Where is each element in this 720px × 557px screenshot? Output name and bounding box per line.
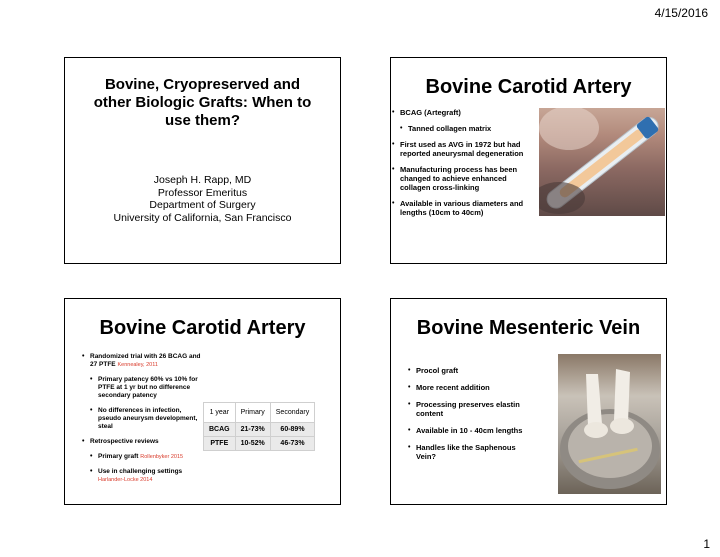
table-header-cell: 1 year xyxy=(204,403,236,423)
sub-bullet-item xyxy=(98,468,205,484)
bullet-item: • First used as AVG in 1972 but had reported aneurysmal degeneration xyxy=(400,140,530,158)
header-date: 4/15/2016 xyxy=(654,6,708,20)
author-institution: University of California, San Francisco xyxy=(113,211,292,224)
slide-1[interactable] xyxy=(64,57,341,264)
bullet-item: • Handles like the Saphenous Vein? xyxy=(416,443,526,461)
slide-4[interactable] xyxy=(390,298,667,505)
author-name: Joseph H. Rapp, MD xyxy=(153,174,252,186)
bullet-item: • More recent addition xyxy=(416,383,526,392)
table-row xyxy=(204,423,315,437)
bullet-item xyxy=(90,438,205,446)
slide-1-author-block xyxy=(70,174,335,224)
bullet-text: Retrospective reviews xyxy=(90,438,159,445)
slide-3-bullet-list xyxy=(90,353,205,491)
slide-3[interactable] xyxy=(64,298,341,505)
basin-illustration xyxy=(558,354,661,494)
citation: Harlander-Locke 2014 xyxy=(98,477,153,483)
author-department: Department of Surgery xyxy=(149,199,256,211)
sub-bullet-item: • Tanned collagen matrix xyxy=(408,124,530,133)
bullet-text: Primary graft xyxy=(98,453,141,460)
sub-bullet-item xyxy=(98,407,205,431)
bullet-item: • Available in 10 - 40cm lengths xyxy=(416,426,526,435)
table-cell: PTFE xyxy=(204,437,236,451)
bullet-text: Primary patency 60% vs 10% for PTFE at 1 yr but no difference secondary patency xyxy=(98,376,198,399)
sub-bullet-item xyxy=(98,453,205,461)
bullet-text: Use in challenging settings xyxy=(98,468,183,475)
citation: Rollenbyker 2015 xyxy=(140,454,184,460)
table-cell: 21-73% xyxy=(235,423,270,437)
slide-4-title: Bovine Mesenteric Vein xyxy=(416,317,641,339)
slide-3-title: Bovine Carotid Artery xyxy=(99,317,306,339)
bullet-item xyxy=(90,353,205,369)
table-header-cell: Secondary xyxy=(270,403,314,423)
graft-tube-photo xyxy=(539,108,665,216)
bullet-item: • Processing preserves elastin content xyxy=(416,400,526,418)
table-header-row xyxy=(204,403,315,423)
slide-1-title-line: use them? xyxy=(164,112,240,129)
author-title: Professor Emeritus xyxy=(157,186,248,199)
table-header-cell: Primary xyxy=(235,403,270,423)
bullet-item: • Procol graft xyxy=(416,366,526,375)
page-number: 1 xyxy=(703,537,710,551)
bullet-item: • Manufacturing process has been changed to achieve enhanced collagen cross-linking xyxy=(400,165,530,192)
table-cell: 10-52% xyxy=(235,437,270,451)
bullet-text: No differences in infection, pseudo aneurysm development, steal xyxy=(98,407,198,430)
table-cell: 60-89% xyxy=(270,423,314,437)
bullet-item: • Available in various diameters and lengths (10cm to 40cm) xyxy=(400,199,530,217)
slide-1-title-line: other Biologic Grafts: When to xyxy=(93,94,312,111)
slide-2[interactable] xyxy=(390,57,667,264)
slide-1-title-line: Bovine, Cryopreserved and xyxy=(104,76,301,93)
table-cell: BCAG xyxy=(204,423,236,437)
patency-table xyxy=(203,402,315,451)
slide-4-bullet-list xyxy=(416,366,526,469)
slide-2-title: Bovine Carotid Artery xyxy=(425,76,632,98)
gloved-hands-basin-photo xyxy=(558,354,661,494)
sub-bullet-item xyxy=(98,376,205,400)
bullet-item: • BCAG (Artegraft) xyxy=(400,108,530,117)
bullet-text: Randomized trial with 26 BCAG and 27 PTFE xyxy=(90,353,201,368)
table-row xyxy=(204,437,315,451)
graft-tube-illustration xyxy=(539,108,665,216)
citation: Kennealey, 2011 xyxy=(117,362,158,368)
slide-2-bullet-list xyxy=(400,108,530,224)
table-cell: 46-73% xyxy=(270,437,314,451)
slide-1-title xyxy=(80,76,325,130)
